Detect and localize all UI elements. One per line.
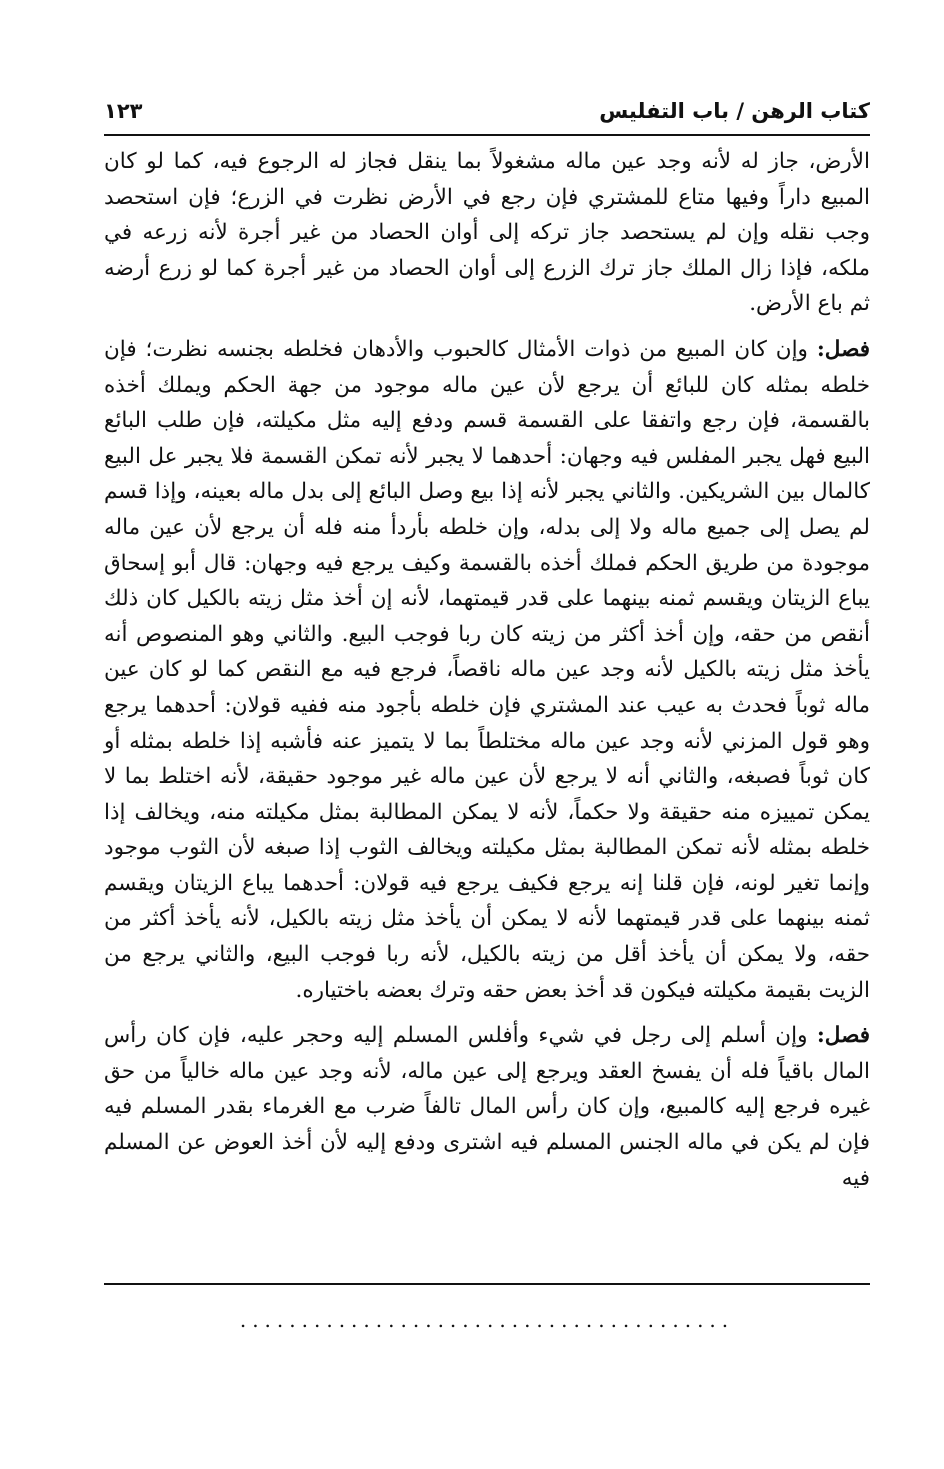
- paragraph-3: [104, 1018, 870, 1196]
- paragraph-2: [104, 332, 870, 1008]
- footnote-divider: [104, 1283, 870, 1285]
- paragraph-1: [104, 144, 870, 322]
- section-marker: فصل:: [816, 1023, 870, 1049]
- paragraph-1-text: الأرض، جاز له لأنه وجد عين ماله مشغولاً بما ينقل فجاز له الرجوع فيه، كما لو كان المبيع داراً وفيها متاع للمشتري فإن رجع في الأرض نظرت في الزرع؛ فإن استحصد وجب نقله وإن لم يستحصد جاز تركه إلى أوان الحصاد من غير أجرة لأنه زرعه في ملكه، فإذا زال الملك جاز ترك الزرع إلى أوان الحصاد من غير أجرة كما لو زرع أرضه ثم باع الأرض.: [104, 149, 870, 317]
- paragraph-3-text: وإن أسلم إلى رجل في شيء وأفلس المسلم إليه وحجر عليه، فإن كان رأس المال باقياً فله أن يفسخ العقد ويرجع إلى عين ماله، لأنه وجد عين ماله خالياً من حق غيره فرجع إليه كالمبيع، وإن كان رأس المال تالفاً ضرب مع الغرماء بقدر المسلم فيه فإن لم يكن في ماله الجنس المسلم فيه اشترى ودفع إليه لأن أخذ العوض عن المسلم فيه: [104, 1023, 870, 1191]
- running-header: [104, 94, 870, 136]
- footnote-dots: ........................................: [239, 1308, 735, 1332]
- section-marker: فصل:: [816, 336, 870, 362]
- page-number: ١٢٣: [104, 99, 143, 123]
- running-title: كتاب الرهن / باب التفليس: [599, 99, 870, 123]
- paragraph-2-text: وإن كان المبيع من ذوات الأمثال كالحبوب والأدهان فخلطه بجنسه نظرت؛ فإن خلطه بمثله كان للبائع أن يرجع لأن عين ماله موجود من جهة الحكم ويملك أخذه بالقسمة، فإن رجع واتفقا على القسمة قسم ودفع إليه مثل مكيلته، فإن طلب البائع البيع فهل يجبر المفلس فيه وجهان: أحدهما لا يجبر لأنه تمكن القسمة فلا يجبر عل البيع كالمال بين الشريكين. والثاني يجبر لأنه إذا بيع وصل البائع إلى بدل ماله بعينه، وإذا قسم لم يصل إلى جميع ماله ولا إلى بدله، وإن خلطه بأردأ منه فله أن يرجع لأن عين ماله موجودة من طريق الحكم فملك أخذه بالقسمة وكيف يرجع فيه وجهان: قال أبو إسحاق يباع الزيتان ويقسم ثمنه بينهما على قدر قيمتهما، لأنه إن أخذ مثل زيته بالكيل كان ذلك أنقص من حقه، وإن أخذ أكثر من زيته كان ربا فوجب البيع. والثاني وهو المنصوص أنه يأخذ مثل زيته بالكيل لأنه وجد عين ماله ناقصاً، فرجع فيه مع النقص كما لو كان عين ماله ثوباً فحدث به عيب عند المشتري فإن خلطه بأجود منه ففيه قولان: أحدهما يرجع وهو قول المزني لأنه وجد عين ماله مختلطاً بما لا يتميز عنه فأشبه إذا خلطه بمثله أو كان ثوباً فصبغه، والثاني أنه لا يرجع لأن عين ماله غير موجود حقيقة، لأنه اختلط بما لا يمكن تمييزه منه حقيقة ولا حكماً، لأنه لا يمكن المطالبة بمثل مكيلته منه، ويخالف إذا خلطه بمثله لأنه تمكن المطالبة بمثل مكيلته ويخالف الثوب إذا صبغه لأن الثوب موجود وإنما تغير لونه، فإن قلنا إنه يرجع فكيف يرجع فيه قولان: أحدهما يباع الزيتان ويقسم ثمنه بينهما على قدر قيمتهما لأنه لا يمكن أن يأخذ مثل زيته بالكيل، لأنه يأخذ أكثر من حقه، ولا يمكن أن يأخذ أقل من زيته بالكيل، لأنه ربا فوجب البيع، والثاني يرجع من الزيت بقيمة مكيلته فيكون قد أخذ بعض حقه وترك بعضه باختياره.: [104, 336, 870, 1003]
- main-text: [104, 144, 870, 1196]
